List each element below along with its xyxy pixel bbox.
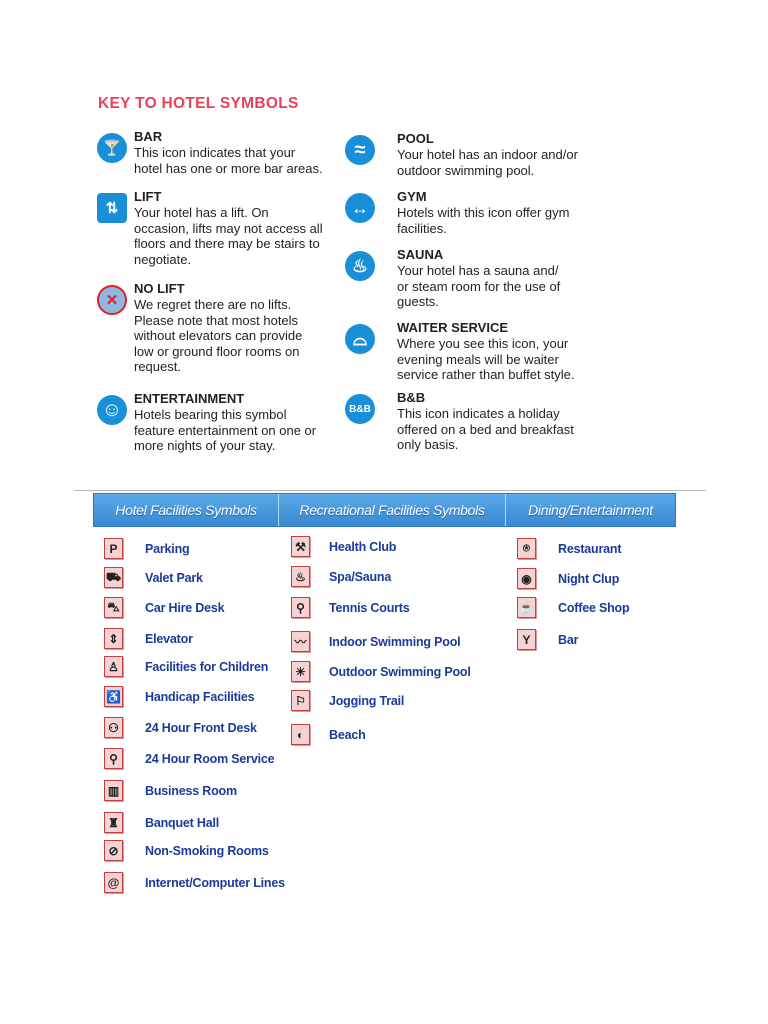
key-heading: SAUNA: [397, 247, 444, 262]
business-room-icon: ▥: [104, 780, 123, 801]
symbol-elevator: [104, 628, 193, 649]
symbol-outdoor-swimming-pool: [291, 661, 471, 682]
key-desc-line: without elevators can provide: [134, 328, 303, 343]
key-desc-line: service rather than buffet style.: [397, 367, 575, 382]
symbol-label: Health Club: [329, 539, 397, 554]
symbol-label: Spa/Sauna: [329, 569, 392, 584]
symbol-label: Coffee Shop: [558, 600, 630, 615]
symbol-label: Jogging Trail: [329, 693, 405, 708]
key-heading: B&B: [397, 390, 426, 405]
banquet-icon: ♜: [104, 812, 123, 833]
key-desc-line: Your hotel has a lift. On: [134, 205, 269, 220]
beach-icon: ◐: [291, 724, 310, 745]
symbol-business-room: [104, 780, 237, 801]
key-desc-line: Hotels bearing this symbol: [134, 407, 287, 422]
wheelchair-icon: ♿: [104, 686, 123, 707]
key-desc-line: or steam room for the use of: [397, 278, 561, 294]
no-smoking-icon: ⊘: [104, 840, 123, 861]
header-recreational-facilities: Recreational Facilities Symbols: [279, 494, 506, 526]
symbol-restaurant: [517, 538, 621, 559]
header-hotel-facilities: Hotel Facilities Symbols: [94, 494, 279, 526]
key-desc-line: floors and there may be stairs to: [134, 236, 320, 251]
symbol-label: Restaurant: [558, 541, 622, 556]
section-divider: [74, 490, 706, 491]
key-desc-line: Your hotel has a sauna and/: [397, 263, 559, 278]
key-heading: POOL: [397, 131, 434, 146]
symbol-indoor-swimming-pool: [291, 631, 460, 652]
spa-icon: ♨: [291, 566, 310, 587]
car-icon: ⛍: [104, 597, 123, 618]
key-heading: ENTERTAINMENT: [134, 391, 245, 406]
symbol-tennis-courts: [291, 597, 410, 618]
night-club-icon: ◉: [517, 568, 536, 589]
key-heading: NO LIFT: [134, 281, 185, 296]
key-desc-line: This icon indicates a holiday: [397, 406, 560, 421]
key-desc-line: low or ground floor rooms on: [134, 343, 300, 359]
key-desc-line: hotel has one or more bar areas.: [134, 160, 323, 176]
symbol-label: Night Clup: [558, 571, 620, 586]
lift-arrows-icon: ⇅: [97, 193, 127, 223]
symbol-label: Car Hire Desk: [145, 600, 225, 615]
waiter-tray-icon: ⌓: [345, 324, 375, 354]
symbol-label: Parking: [145, 541, 190, 556]
symbol-beach: [291, 724, 366, 745]
key-desc-line: request.: [134, 359, 181, 374]
symbol-label: 24 Hour Room Service: [145, 751, 275, 766]
no-lift-icon: ✕: [97, 285, 127, 315]
header-dining-entertainment: Dining/Entertainment: [528, 502, 653, 518]
parking-icon: P: [104, 538, 123, 559]
symbol-car-hire-desk: [104, 597, 224, 618]
valet-car-icon: ⛟: [104, 567, 123, 588]
theatre-mask-icon: ☺: [97, 395, 127, 425]
key-heading: WAITER SERVICE: [397, 320, 509, 335]
key-desc-line: offered on a bed and breakfast: [397, 421, 574, 437]
key-desc-line: feature entertainment on one or: [134, 422, 317, 438]
symbol-label: Banquet Hall: [145, 815, 219, 830]
key-desc-line: facilities.: [397, 220, 447, 236]
front-desk-icon: ⚇: [104, 717, 123, 738]
symbol-label: Valet Park: [145, 570, 203, 585]
coffee-icon: ☕: [517, 597, 536, 618]
symbol-health-club: [291, 536, 396, 557]
symbol-label: Internet/Computer Lines: [145, 875, 285, 890]
key-desc-line: outdoor swimming pool.: [397, 162, 535, 178]
outdoor-pool-icon: ☀: [291, 661, 310, 682]
symbol-coffee-shop: [517, 597, 629, 618]
symbol-label: Outdoor Swimming Pool: [329, 664, 471, 679]
symbols-header-bar: [93, 493, 676, 527]
symbol-24-hour-room-service: [104, 748, 274, 769]
key-desc-line: evening meals will be waiter: [397, 351, 559, 367]
symbol-parking: [104, 538, 189, 559]
key-desc-line: occasion, lifts may not access all: [134, 220, 323, 236]
key-heading: GYM: [397, 189, 427, 204]
symbol-label: Indoor Swimming Pool: [329, 634, 461, 649]
tennis-icon: ⚲: [291, 597, 310, 618]
symbol-label: 24 Hour Front Desk: [145, 720, 257, 735]
symbol-internet-computer-lines: [104, 872, 285, 893]
dumbbell-icon: ↔: [345, 193, 375, 223]
indoor-pool-icon: 〰: [291, 631, 310, 652]
symbol-banquet-hall: [104, 812, 219, 833]
key-heading: LIFT: [134, 189, 162, 204]
symbol-night-club: [517, 568, 619, 589]
key-desc-line: Please note that most hotels: [134, 312, 299, 328]
jogging-icon: ⚐: [291, 690, 310, 711]
symbol-label: Facilities for Children: [145, 659, 269, 674]
symbol-label: Beach: [329, 727, 366, 742]
symbol-bar: [517, 629, 578, 650]
symbol-label: Business Room: [145, 783, 237, 798]
symbol-spa-sauna: [291, 566, 391, 587]
symbol-label: Elevator: [145, 631, 193, 646]
key-desc-line: more nights of your stay.: [134, 438, 276, 453]
key-desc-line: Your hotel has an indoor and/or: [397, 147, 578, 162]
bnb-icon: B&B: [345, 394, 375, 424]
steam-icon: ♨: [345, 251, 375, 281]
restaurant-icon: ⍟: [517, 538, 536, 559]
elevator-icon: ⇕: [104, 628, 123, 649]
symbol-label: Bar: [558, 632, 579, 647]
symbol-24-hour-front-desk: [104, 717, 257, 738]
key-title: KEY TO HOTEL SYMBOLS: [98, 95, 299, 112]
bar-glass-icon: Y: [517, 629, 536, 650]
key-desc-line: We regret there are no lifts.: [134, 297, 292, 312]
key-desc-line: only basis.: [397, 437, 459, 452]
key-heading: BAR: [134, 129, 163, 144]
cocktail-glass-icon: 🍸: [97, 133, 127, 163]
key-desc-line: negotiate.: [134, 251, 192, 267]
symbol-facilities-for-children: [104, 656, 268, 677]
symbol-non-smoking-rooms: [104, 840, 269, 861]
symbol-valet-park: [104, 567, 203, 588]
symbol-jogging-trail: [291, 690, 404, 711]
symbol-label: Tennis Courts: [329, 600, 410, 615]
health-club-icon: ⚒: [291, 536, 310, 557]
symbol-label: Non-Smoking Rooms: [145, 843, 269, 858]
internet-icon: @: [104, 872, 123, 893]
key-desc-line: Where you see this icon, your: [397, 336, 569, 351]
key-desc-line: This icon indicates that your: [134, 145, 296, 160]
symbol-label: Handicap Facilities: [145, 689, 255, 704]
swimmer-icon: ≈: [345, 135, 375, 165]
child-icon: ♙: [104, 656, 123, 677]
room-service-icon: ⚲: [104, 748, 123, 769]
key-desc-line: guests.: [397, 294, 439, 309]
key-desc-line: Hotels with this icon offer gym: [397, 205, 570, 220]
symbol-handicap-facilities: [104, 686, 254, 707]
